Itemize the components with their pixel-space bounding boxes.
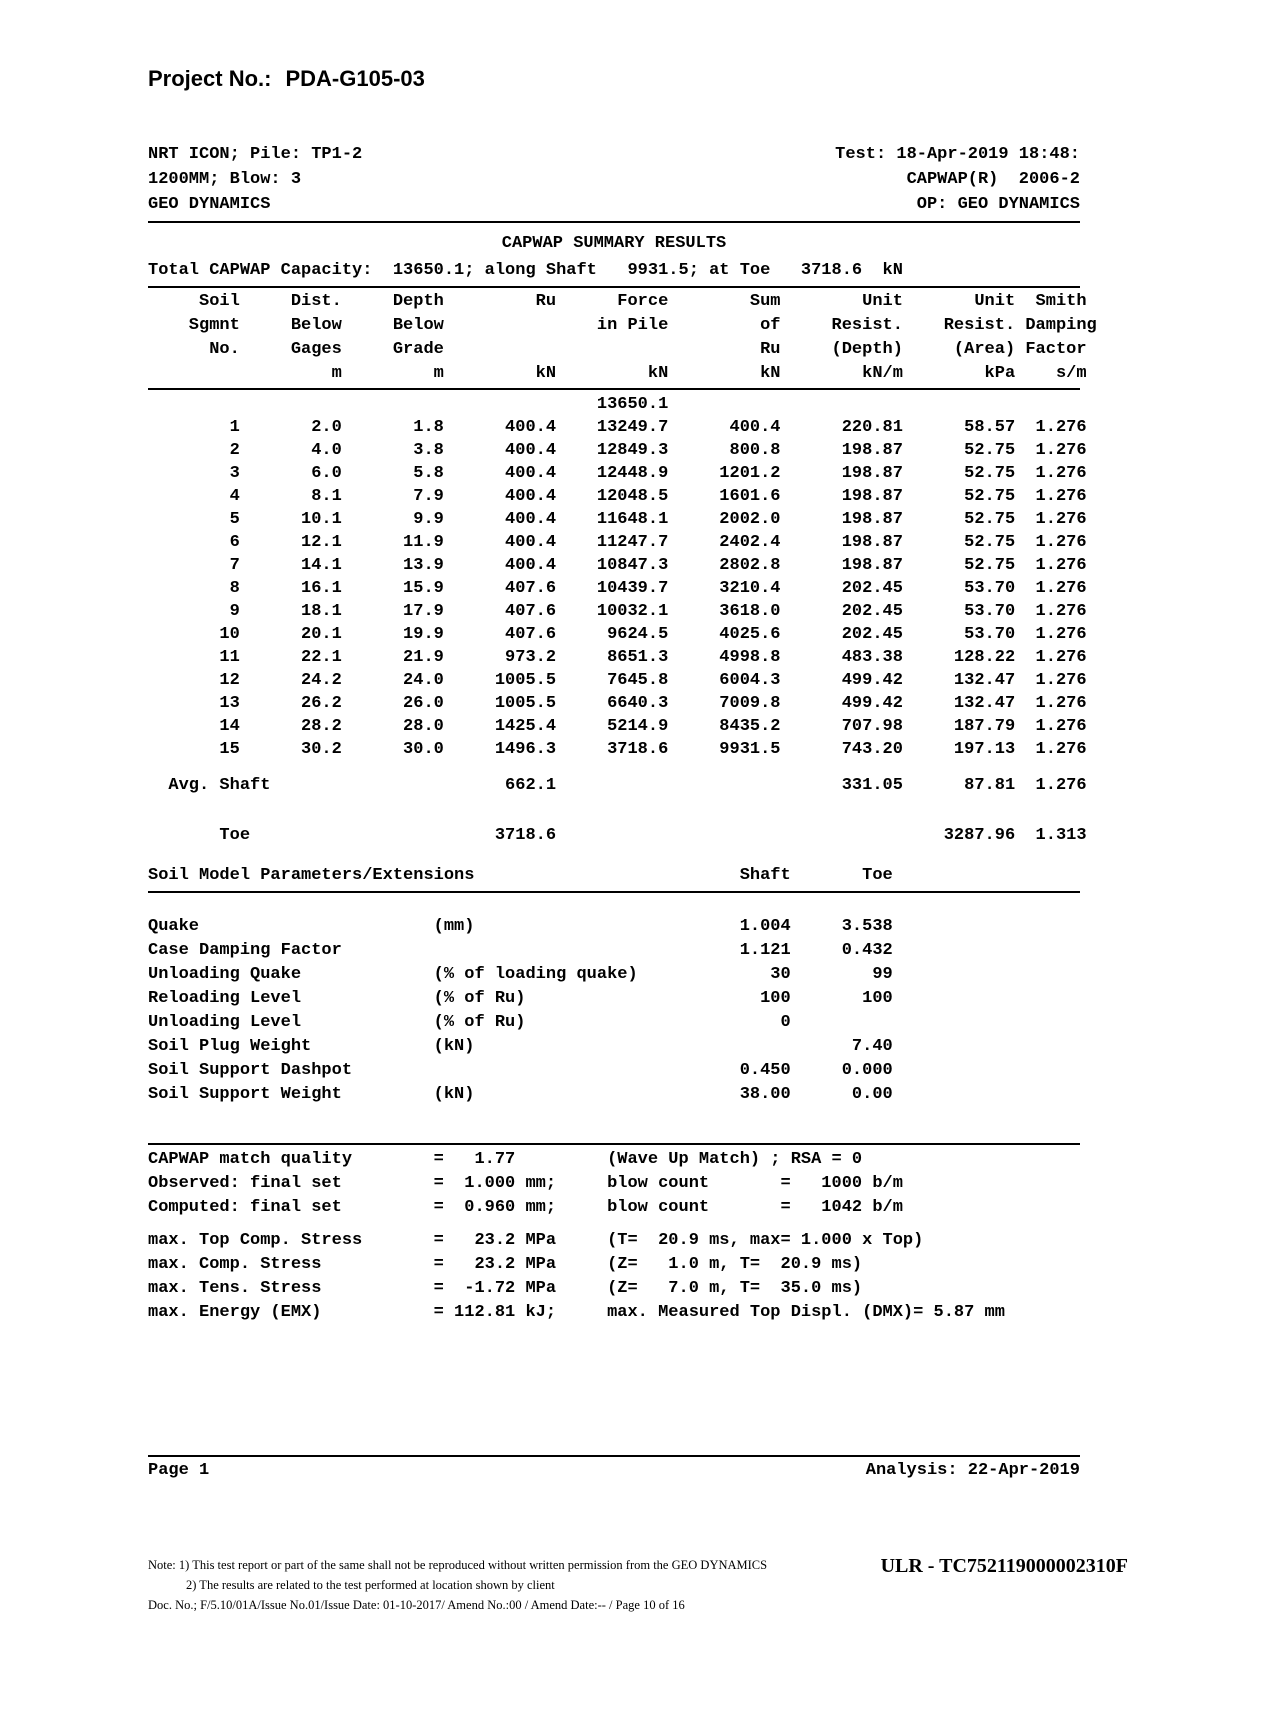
results-table-header-row: Sgmnt Below Below in Pile of Resist. Resist. Damping (148, 316, 1097, 335)
results-table-row: 1 2.0 1.8 400.4 13249.7 400.4 220.81 58.57 1.276 (148, 418, 1087, 437)
match-quality-row: Observed: final set = 1.000 mm; blow count = 1000 b/m (148, 1174, 903, 1193)
ulr-number: ULR - TC752119000002310F (880, 1555, 1128, 1577)
soil-model-parameters (148, 915, 1080, 1107)
analysis-date: Analysis: 22-Apr-2019 (865, 1461, 1080, 1480)
soil-model-parameter-row: Unloading Quake (% of loading quake) 30 99 (148, 965, 893, 984)
pile-id-line: NRT ICON; Pile: TP1-2 (148, 145, 363, 164)
project-no-value: PDA-G105-03 (285, 66, 425, 91)
report-header (148, 142, 1080, 217)
match-quality-row: Computed: final set = 0.960 mm; blow count = 1042 b/m (148, 1198, 903, 1217)
max-value-row: max. Top Comp. Stress = 23.2 MPa (T= 20.9 ms, max= 1.000 x Top) (148, 1231, 924, 1250)
soil-model-parameter-row: Reloading Level (% of Ru) 100 100 (148, 989, 893, 1008)
doc-no-line: Doc. No.; F/5.10/01A/Issue No.01/Issue Date: 01-10-2017/ Amend No.:00 / Amend Date:-- / Page 10 of 16 (148, 1598, 685, 1612)
results-table-row: 12 24.2 24.0 1005.5 7645.8 6004.3 499.42 132.47 1.276 (148, 671, 1087, 690)
results-table-row: 9 18.1 17.9 407.6 10032.1 3618.0 202.45 53.70 1.276 (148, 602, 1087, 621)
page-footer (148, 1459, 1080, 1483)
note-line-2: 2) The results are related to the test performed at location shown by client (186, 1578, 555, 1592)
page-title (148, 66, 1275, 92)
test-date-line: Test: 18-Apr-2019 18:48: (835, 145, 1080, 164)
note-line-1: Note: 1) This test report or part of the same shall not be reproduced without written permission from the GEO DYNAMICS (148, 1558, 768, 1572)
soil-model-parameter-row: Soil Support Dashpot 0.450 0.000 (148, 1061, 893, 1080)
max-values-section (148, 1229, 1080, 1325)
results-table-row: 11 22.1 21.9 973.2 8651.3 4998.8 483.38 128.22 1.276 (148, 648, 1087, 667)
divider (148, 1455, 1080, 1457)
max-value-row: max. Energy (EMX) = 112.81 kJ; max. Measured Top Displ. (DMX)= 5.87 mm (148, 1303, 1005, 1322)
software-version-line: CAPWAP(R) 2006-2 (906, 170, 1080, 189)
soil-model-parameter-row: Unloading Level (% of Ru) 0 (148, 1013, 791, 1032)
results-table-header-row: m m kN kN kN kN/m kPa s/m (148, 364, 1087, 383)
results-table-row: 3 6.0 5.8 400.4 12448.9 1201.2 198.87 52.75 1.276 (148, 464, 1087, 483)
results-table-header-row: Soil Dist. Depth Ru Force Sum Unit Unit Smith (148, 292, 1087, 311)
soil-model-parameter-row: Case Damping Factor 1.121 0.432 (148, 941, 893, 960)
page-number: Page 1 (148, 1461, 210, 1480)
company-line: GEO DYNAMICS (148, 195, 271, 214)
results-table-row: 8 16.1 15.9 407.6 10439.7 3210.4 202.45 53.70 1.276 (148, 579, 1087, 598)
results-table-row: 10 20.1 19.9 407.6 9624.5 4025.6 202.45 53.70 1.276 (148, 625, 1087, 644)
divider (148, 1143, 1080, 1145)
toe-row: Toe 3718.6 3287.96 1.313 (148, 826, 1087, 845)
soil-model-section-header: Soil Model Parameters/Extensions Shaft Toe (148, 866, 893, 885)
soil-model-parameter-row: Soil Plug Weight (kN) 7.40 (148, 1037, 893, 1056)
results-table-header-row: No. Gages Grade Ru (Depth) (Area) Factor (148, 340, 1087, 359)
results-table-row: 4 8.1 7.9 400.4 12048.5 1601.6 198.87 52.75 1.276 (148, 487, 1087, 506)
pile-size-blow-line: 1200MM; Blow: 3 (148, 170, 302, 189)
divider (148, 221, 1080, 223)
results-table-row: 7 14.1 13.9 400.4 10847.3 2802.8 198.87 52.75 1.276 (148, 556, 1087, 575)
results-table-row: 13 26.2 26.0 1005.5 6640.3 7009.8 499.42 132.47 1.276 (148, 694, 1087, 713)
operator-line: OP: GEO DYNAMICS (916, 195, 1080, 214)
results-table-row: 2 4.0 3.8 400.4 12849.3 800.8 198.87 52.75 1.276 (148, 441, 1087, 460)
results-table-header (148, 290, 1097, 386)
pile-top-force-row: 13650.1 (148, 395, 1087, 414)
footer-notes (148, 1555, 1128, 1615)
avg-shaft-row: Avg. Shaft 662.1 331.05 87.81 1.276 (148, 776, 1087, 795)
divider (148, 891, 1080, 893)
results-table-row: 6 12.1 11.9 400.4 11247.7 2402.4 198.87 52.75 1.276 (148, 533, 1087, 552)
soil-model-parameter-row: Soil Support Weight (kN) 38.00 0.00 (148, 1085, 893, 1104)
match-quality-row: CAPWAP match quality = 1.77 (Wave Up Match) ; RSA = 0 (148, 1150, 863, 1169)
max-value-row: max. Tens. Stress = -1.72 MPa (Z= 7.0 m, T= 35.0 ms) (148, 1279, 863, 1298)
results-table-row: 14 28.2 28.0 1425.4 5214.9 8435.2 707.98 187.79 1.276 (148, 717, 1087, 736)
match-quality-section (148, 1148, 1080, 1220)
summary-title: CAPWAP SUMMARY RESULTS (501, 234, 727, 253)
results-table-row: 5 10.1 9.9 400.4 11648.1 2002.0 198.87 52.75 1.276 (148, 510, 1087, 529)
max-value-row: max. Comp. Stress = 23.2 MPa (Z= 1.0 m, T= 20.9 ms) (148, 1255, 863, 1274)
results-table-row: 15 30.2 30.0 1496.3 3718.6 9931.5 743.20 197.13 1.276 (148, 740, 1087, 759)
total-capacity-line: Total CAPWAP Capacity: 13650.1; along Shaft 9931.5; at Toe 3718.6 kN (148, 261, 903, 280)
project-no-label: Project No.: (148, 66, 272, 91)
divider (148, 388, 1080, 390)
results-table-body (148, 393, 1087, 761)
soil-model-parameter-row: Quake (mm) 1.004 3.538 (148, 917, 893, 936)
divider (148, 286, 1080, 288)
